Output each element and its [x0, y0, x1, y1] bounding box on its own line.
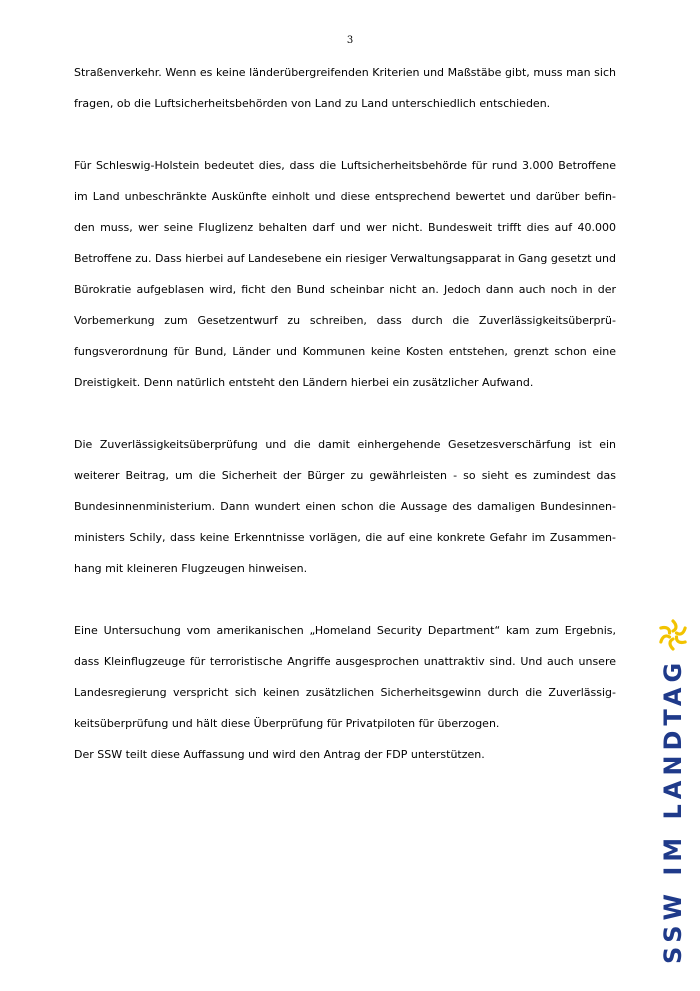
sun-logo-icon — [656, 618, 690, 652]
brand-sidebar — [655, 614, 691, 966]
page-number: 3 — [346, 35, 354, 46]
paragraph-4: Eine Untersuchung vom amerikanischen „Homeland Security Department“ kam zum Ergebnis, dass Kleinflugzeuge für terroristische Angriffe ausgesprochen unattraktiv sind. Und auch unsere Landesregierung verspricht sich keinen zusätzlichen Sicherheitsgewinn durch die Zuverlässig-keitsüberprüfung und hält diese Überprüfung für Privatpiloten für überzogen. — [74, 624, 616, 730]
paragraph-3: Die Zuverlässigkeitsüberprüfung und die damit einhergehende Gesetzesverschärfung ist ein weiterer Beitrag, um die Sicherheit der Bürger zu gewährleisten - so sieht es zumindest das Bundesinnenministerium. Dann wundert einen schon die Aussage des damaligen Bundesinnen-ministers Schily, dass keine Erkenntnisse vorlägen, die auf eine konkrete Gefahr im Zusammen-hang mit kleineren Flugzeugen hinweisen. — [74, 438, 616, 575]
paragraph-1: Straßenverkehr. Wenn es keine länderübergreifenden Kriterien und Maßstäbe gibt, muss man sich fragen, ob die Luftsicherheitsbehörden von Land zu Land unterschiedlich entschieden. — [74, 66, 616, 110]
document-body — [74, 57, 616, 770]
brand-title: SSW IM LANDTAG — [659, 657, 687, 964]
paragraph-2: Für Schleswig-Holstein bedeutet dies, dass die Luftsicherheitsbehörde für rund 3.000 Betroffene im Land unbeschränkte Auskünfte einholt und diese entsprechend bewertet und darüber befin-den muss, wer seine Fluglizenz behalten darf und wer nicht. Bundesweit trifft dies auf 40.000 Betroffene zu. Dass hierbei auf Landesebene ein riesiger Verwaltungsapparat in Gang gesetzt und Bürokratie aufgeblasen wird, ficht den Bund scheinbar nicht an. Jedoch dann auch noch in der Vorbemerkung zum Gesetzentwurf zu schreiben, dass durch die Zuverlässigkeitsüberprü-fungsverordnung für Bund, Länder und Kommunen keine Kosten entstehen, grenzt schon eine Dreistigkeit. Denn natürlich entsteht den Ländern hierbei ein zusätzlicher Aufwand. — [74, 159, 616, 389]
paragraph-5: Der SSW teilt diese Auffassung und wird den Antrag der FDP unterstützen. — [74, 748, 485, 761]
